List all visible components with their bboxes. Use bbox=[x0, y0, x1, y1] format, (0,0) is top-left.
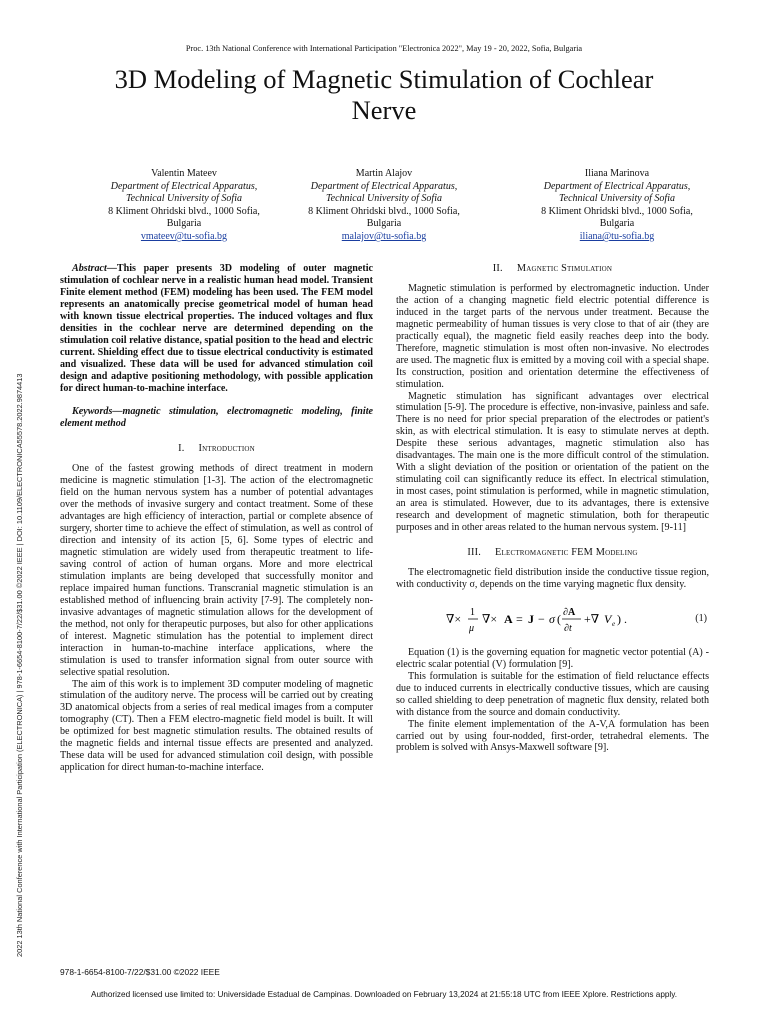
svg-text:e: e bbox=[612, 619, 616, 628]
svg-text:∇×: ∇× bbox=[482, 611, 498, 626]
svg-text:) .: ) . bbox=[617, 611, 627, 626]
svg-text:J: J bbox=[528, 611, 534, 626]
author-email-link[interactable]: iliana@tu-sofia.bg bbox=[579, 230, 655, 242]
author-address: 8 Kliment Ohridski blvd., 1000 Sofia, bbox=[308, 205, 460, 217]
svg-text:σ: σ bbox=[549, 611, 555, 626]
author-block bbox=[0, 168, 768, 248]
section-title: Electromagnetic FEM Modeling bbox=[495, 546, 638, 558]
author-dept: Department of Electrical Apparatus, bbox=[543, 180, 691, 192]
doi-sidebar: 2022 13th National Conference with International Participation (ELECTRONICA) | 978-1-6654-8100-7/22/$31.00 ©2022 IEEE | DOI: 10.1109/ELECTRONICA55578.2022.9874413 bbox=[15, 373, 24, 957]
section-heading-introduction bbox=[60, 443, 373, 455]
section-title: Magnetic Stimulation bbox=[516, 263, 613, 274]
equation-formula bbox=[446, 601, 656, 639]
section-number: II. bbox=[492, 263, 503, 274]
svg-text:=: = bbox=[516, 611, 523, 626]
left-column bbox=[60, 263, 373, 774]
svg-text:(: ( bbox=[557, 611, 561, 626]
conference-header: Proc. 13th National Conference with International Participation "Electronica 2022", May 19 - 20, 2022, Sofia, Bulgaria bbox=[185, 44, 583, 53]
svg-text:∂t: ∂t bbox=[564, 622, 572, 634]
fem-paragraph-3: This formulation is suitable for the estimation of field reluctance effects due to induced currents in electrically conductive tissues, which are causing so called shielding to deep penetration of magnetic flux density, related both with distance from the source and domain conductivity. bbox=[396, 670, 709, 718]
equation-number: (1) bbox=[695, 612, 707, 624]
section-title: Introduction bbox=[198, 443, 255, 455]
author-name: Valentin Mateev bbox=[151, 168, 217, 179]
svg-text:1: 1 bbox=[470, 606, 475, 618]
right-column bbox=[396, 263, 709, 754]
author-1 bbox=[69, 168, 299, 244]
ms-paragraph-1: Magnetic stimulation is performed by electromagnetic induction. Under the action of a changing magnetic field electric potential difference is induced in the target parts of the nervous under treatment. Because the magnetic permeability of human tissues is very close to that of air (they are practically equal), the magnetic field easily reaches deep into the body. Therefore, magnetic stimulation is most often non-invasive. No electrodes are used. The magnetic flux is emitted by a moving coil with a special shape. Its construction, position and orientation determine the effectiveness of stimulation. bbox=[396, 282, 709, 390]
svg-text:−: − bbox=[538, 611, 545, 626]
equation-1 bbox=[396, 601, 709, 639]
author-country: Bulgaria bbox=[366, 218, 402, 230]
author-dept: Department of Electrical Apparatus, bbox=[110, 180, 258, 192]
author-2 bbox=[269, 168, 499, 244]
svg-text:μ: μ bbox=[469, 622, 475, 634]
author-country: Bulgaria bbox=[599, 218, 635, 230]
svg-text:V: V bbox=[604, 611, 612, 626]
intro-paragraph-1: One of the fastest growing methods of direct treatment in modern medicine is magnetic stimulation [1-3]. The action of the electromagnetic field on the human nervous system has a number of potential advantages over the methods of invasive surgery and contact treatment. Some of these advantages are high efficiency of interaction, partial or complete absence of surgery, shorter time to achieve the effect of stimulation, as well as control of direction and intensity of its action [5, 6]. Some types of electric and magnetic stimulation are widely used from therapeutic treatment to life-saving control of action of human organs. More and more electrical stimulation implants are being developed that successfully monitor and replace impaired human functions. Transcranial magnetic stimulation is an established method of influencing brain activity [7-9]. The completely non-invasive advantages of magnetic stimulation allows for the development of the method, not only for therapeutic purposes, but also for other applications of interest. Magnetic stimulation has the potential to implement direct interaction in human-to-machine interface applications, where the stimulation is used to transfer information signal from outer source with selective spatial resolution. bbox=[60, 463, 373, 678]
abstract bbox=[60, 263, 373, 394]
fem-paragraph-2: Equation (1) is the governing equation for magnetic vector potential (A) - electric scalar potential (V) formulation [9]. bbox=[396, 646, 709, 670]
section-number: I. bbox=[178, 443, 185, 455]
abstract-text: —This paper presents 3D modeling of outer magnetic stimulation of cochlear nerve in a realistic human head model. Transient Finite element method (FEM) modeling has been used. The FEM model represents an anatomically precise geometrical model of human head with known tissue electrical properties. The induced voltages and flux densities in the cochlear nerve are determined depending on the stimulation coil relative distance, spatial position to the head and electric current. Shielding effect due to tissue electrical conductivity is estimated and visualized. These data will be used for advanced stimulation coil design and adaptive positioning methodology, with possible application for direct human-to-machine interface. bbox=[60, 263, 373, 394]
keywords: Keywords—magnetic stimulation, electromagnetic modeling, finite element method bbox=[60, 406, 373, 430]
author-3 bbox=[502, 168, 732, 244]
fem-paragraph-1: The electromagnetic field distribution inside the conductive tissue region, with conductivity σ, depends on the time varying magnetic flux density. bbox=[396, 566, 709, 590]
author-address: 8 Kliment Ohridski blvd., 1000 Sofia, bbox=[541, 205, 693, 217]
author-email-link[interactable]: malajov@tu-sofia.bg bbox=[341, 230, 427, 242]
section-number: III. bbox=[467, 546, 482, 558]
svg-text:∂A: ∂A bbox=[563, 606, 576, 618]
author-university: Technical University of Sofia bbox=[125, 193, 242, 205]
author-university: Technical University of Sofia bbox=[325, 193, 442, 205]
fem-paragraph-4: The finite element implementation of the A-V,A formulation has been carried out by using four-nodded, first-order, tetrahedral elements. The problem is solved with Ansys-Maxwell software [9]. bbox=[396, 718, 709, 754]
svg-text:A: A bbox=[504, 611, 513, 626]
isbn-line: 978-1-6654-8100-7/22/$31.00 ©2022 IEEE bbox=[60, 967, 220, 977]
author-name: Martin Alajov bbox=[355, 168, 413, 179]
license-footer: Authorized licensed use limited to: Universidade Estadual de Campinas. Downloaded on February 13,2024 at 21:55:18 UTC from IEEE Xplore. Restrictions apply. bbox=[90, 990, 678, 999]
author-email-link[interactable]: vmateev@tu-sofia.bg bbox=[140, 230, 228, 242]
author-country: Bulgaria bbox=[166, 218, 202, 230]
section-heading-magnetic-stimulation bbox=[396, 263, 709, 275]
ms-paragraph-2: Magnetic stimulation has significant advantages over electrical stimulation [5-9]. The procedure is effective, non-invasive, painless and safe. There is no need for prior special preparation of the electrodes or patient's skin, as with electrical stimulation. It is easy to stimulate nerves at depth. Despite these serious advantages, magnetic stimulation also has disadvantages. The main one is the more difficult control of the stimulation. With a slight deviation of the position or orientation of the patient on the stimulating coil can significantly reduce its effect. In electrical stimulation, in most cases, point stimulation is performed, while in magnetic stimulation, an area is stimulated. However, due to its advantages, there is extensive research and development of magnetic stimulation, both for therapeutic purposes and in other areas related to the human nervous system. [9-11] bbox=[396, 390, 709, 534]
author-address: 8 Kliment Ohridski blvd., 1000 Sofia, bbox=[108, 205, 260, 217]
section-heading-fem-modeling bbox=[396, 547, 709, 559]
author-dept: Department of Electrical Apparatus, bbox=[310, 180, 458, 192]
author-name: Iliana Marinova bbox=[584, 168, 650, 179]
author-university: Technical University of Sofia bbox=[558, 193, 675, 205]
svg-text:+∇: +∇ bbox=[584, 611, 600, 626]
svg-text:∇×: ∇× bbox=[446, 611, 462, 626]
intro-paragraph-2: The aim of this work is to implement 3D computer modeling of magnetic stimulation of the auditory nerve. The process will be carried out by creating 3D anatomical objects from a series of real medical images from a computer tomography (CT). Then a FEM electro-magnetic field model is built. It will be optimized for best magnetic stimulation results. The obtained results of the magnetic fields and internal tissue effects are presented and analyzed. These data will be used for advanced stimulation coil design, with possible application for direct human-to-machine interface. bbox=[60, 678, 373, 774]
abstract-lead: Abstract bbox=[72, 263, 107, 274]
paper-title: 3D Modeling of Magnetic Stimulation of Cochlear Nerve bbox=[114, 64, 654, 125]
